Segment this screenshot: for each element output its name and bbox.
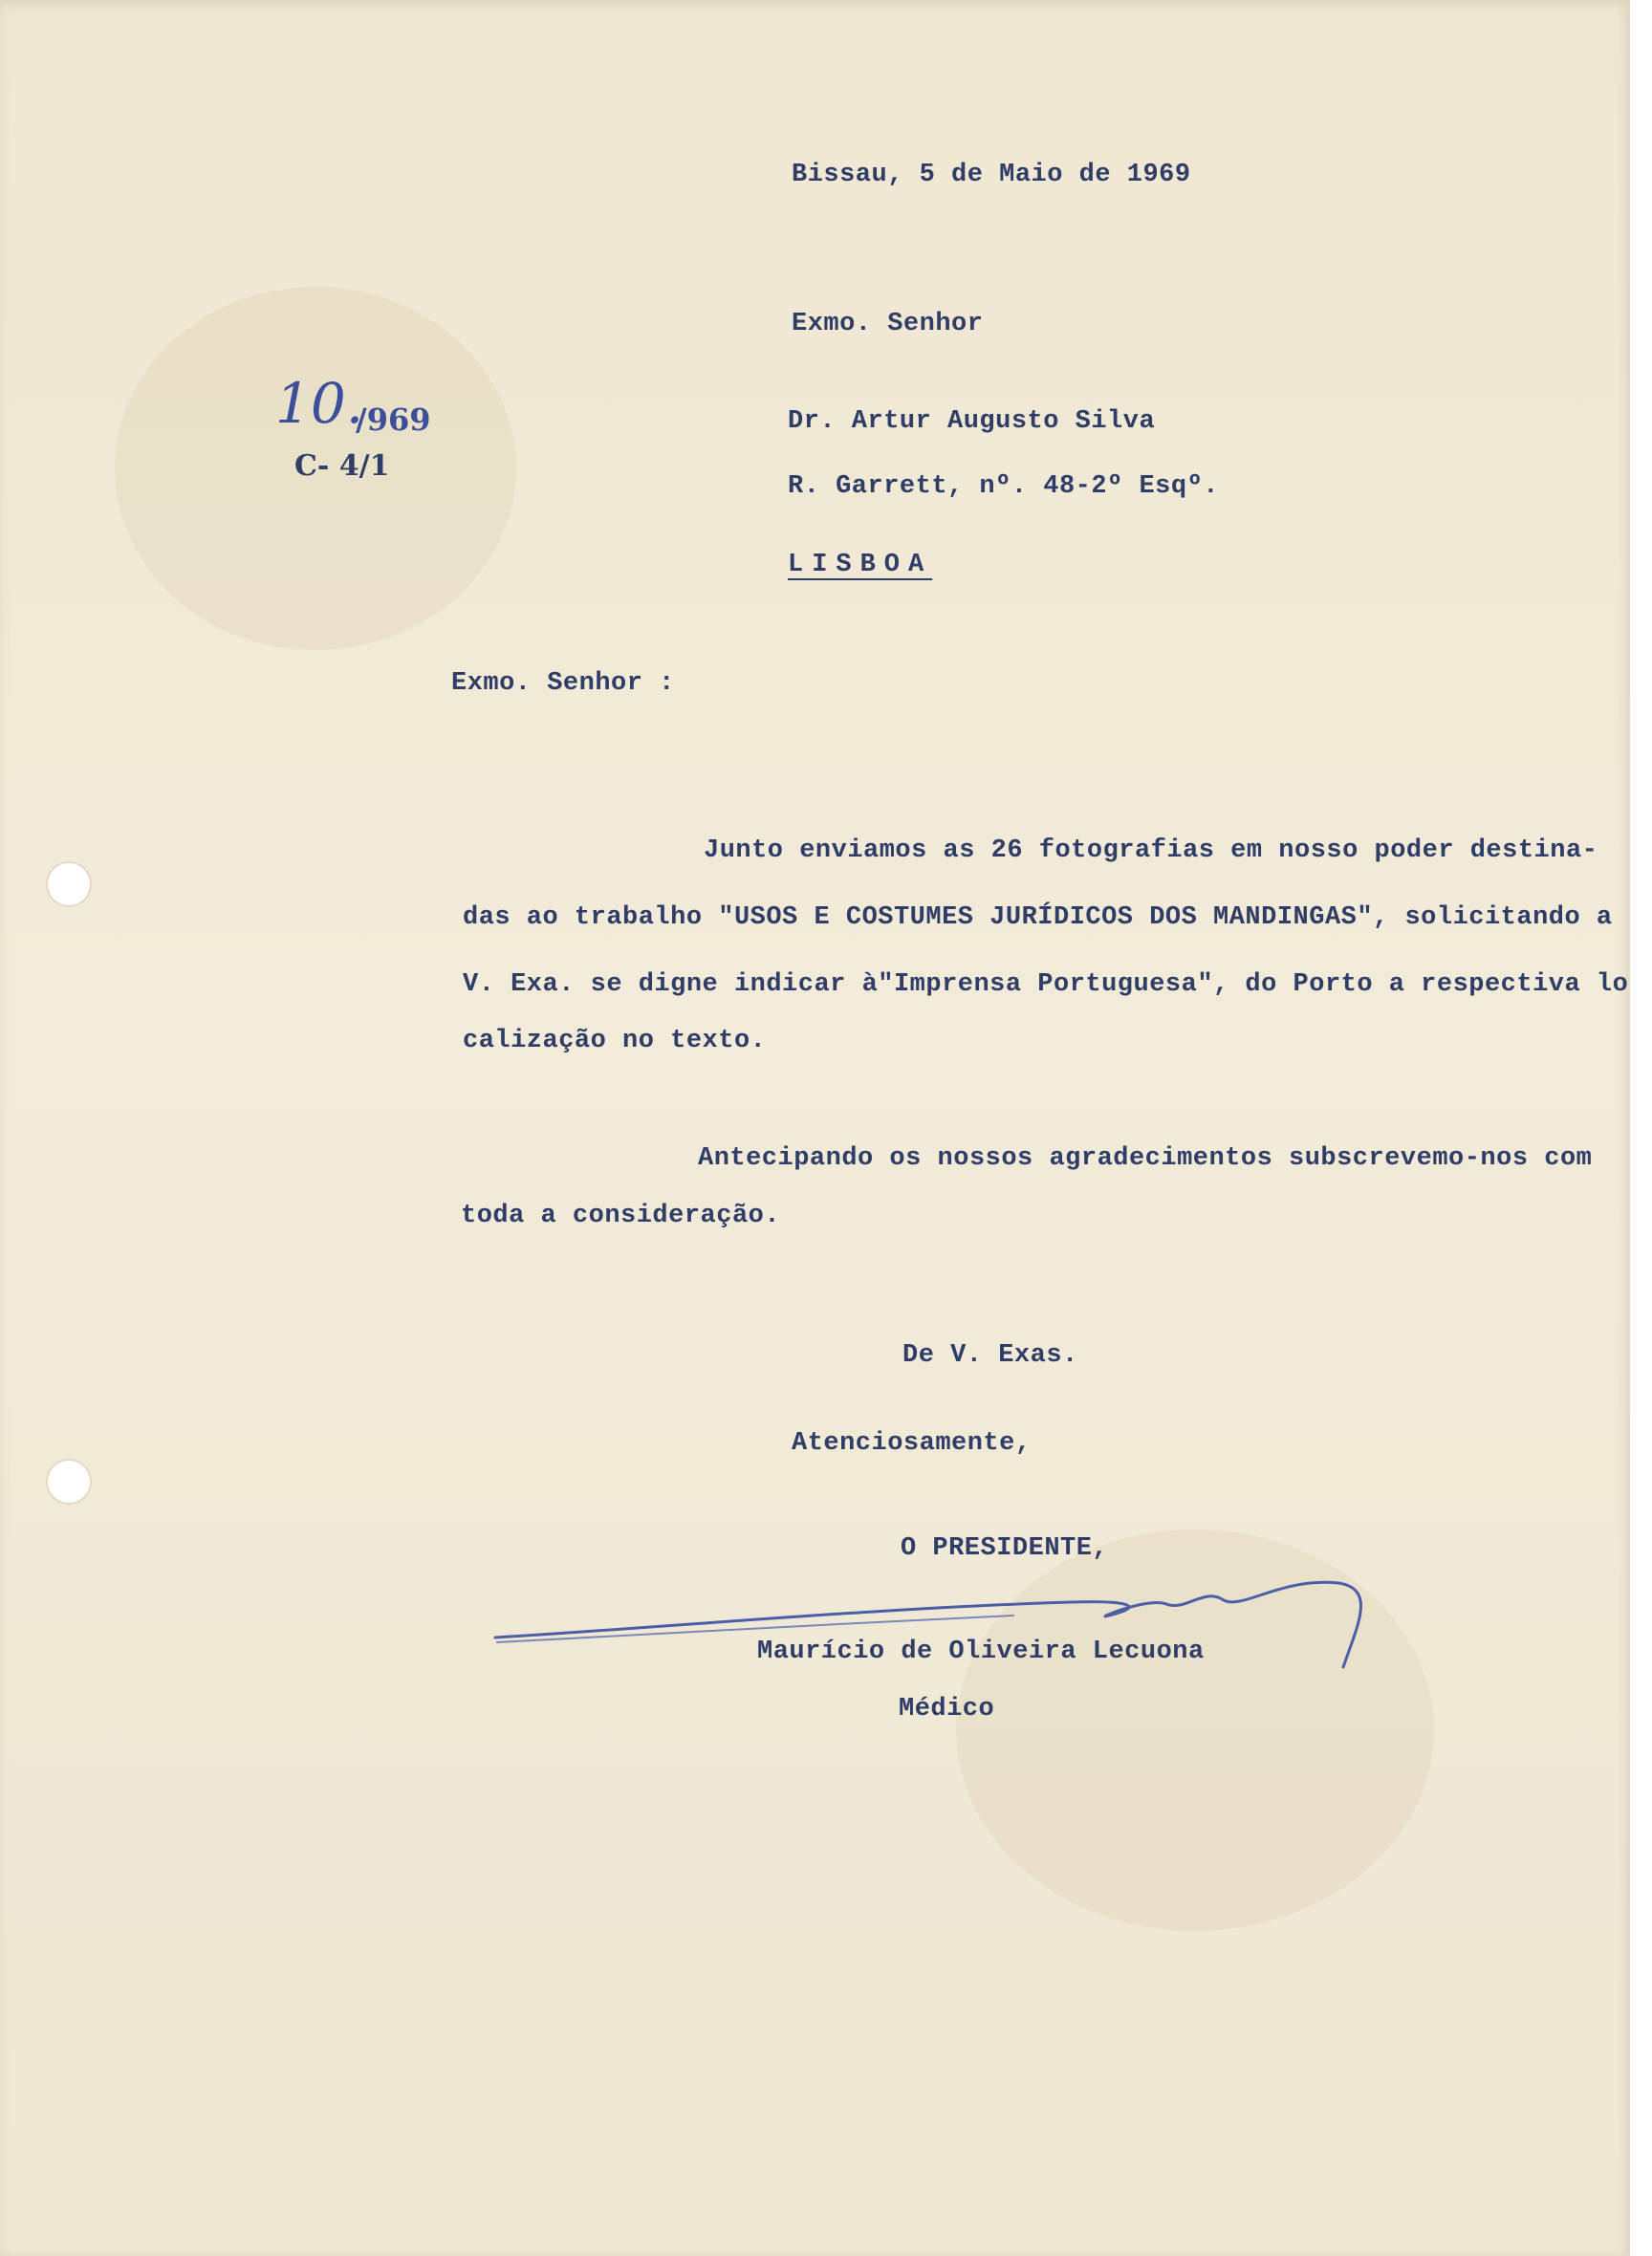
paragraph1-line2: das ao trabalho "USOS E COSTUMES JURÍDICOS DOS MANDINGAS", solicitando a: [463, 903, 1613, 932]
paragraph1-line4: calização no texto.: [463, 1027, 767, 1055]
handwritten-number: 10.: [275, 371, 364, 436]
recipient-city: LISBOA: [788, 551, 933, 579]
recipient-name: Dr. Artur Augusto Silva: [788, 407, 1156, 436]
signer-name: Maurício de Oliveira Lecuona: [757, 1638, 1205, 1666]
paragraph1-line1: Junto enviamos as 26 fotografias em nosso poder destina-: [704, 836, 1598, 865]
salutation-top: Exmo. Senhor: [792, 310, 984, 338]
signer-title: O PRESIDENTE,: [901, 1534, 1109, 1563]
handwritten-year: /969: [356, 401, 431, 438]
paragraph1-line3: V. Exa. se digne indicar à"Imprensa Portuguesa", do Porto a respectiva lo: [463, 970, 1629, 999]
paragraph2-line2: toda a consideração.: [461, 1202, 781, 1230]
signer-role: Médico: [899, 1695, 995, 1724]
salutation: Exmo. Senhor :: [451, 669, 675, 698]
punch-hole-upper: [48, 863, 90, 905]
place-date: Bissau, 5 de Maio de 1969: [792, 161, 1191, 189]
scan-margin: [1630, 0, 1652, 2256]
reference-code: C- 4/1: [294, 449, 390, 483]
closing-line2: Atenciosamente,: [792, 1429, 1032, 1458]
paragraph2-line1: Antecipando os nossos agradecimentos subscrevemo-nos com: [698, 1144, 1593, 1173]
closing-line1: De V. Exas.: [902, 1341, 1078, 1370]
recipient-address: R. Garrett, nº. 48-2º Esqº.: [788, 472, 1219, 501]
punch-hole-lower: [48, 1461, 90, 1503]
